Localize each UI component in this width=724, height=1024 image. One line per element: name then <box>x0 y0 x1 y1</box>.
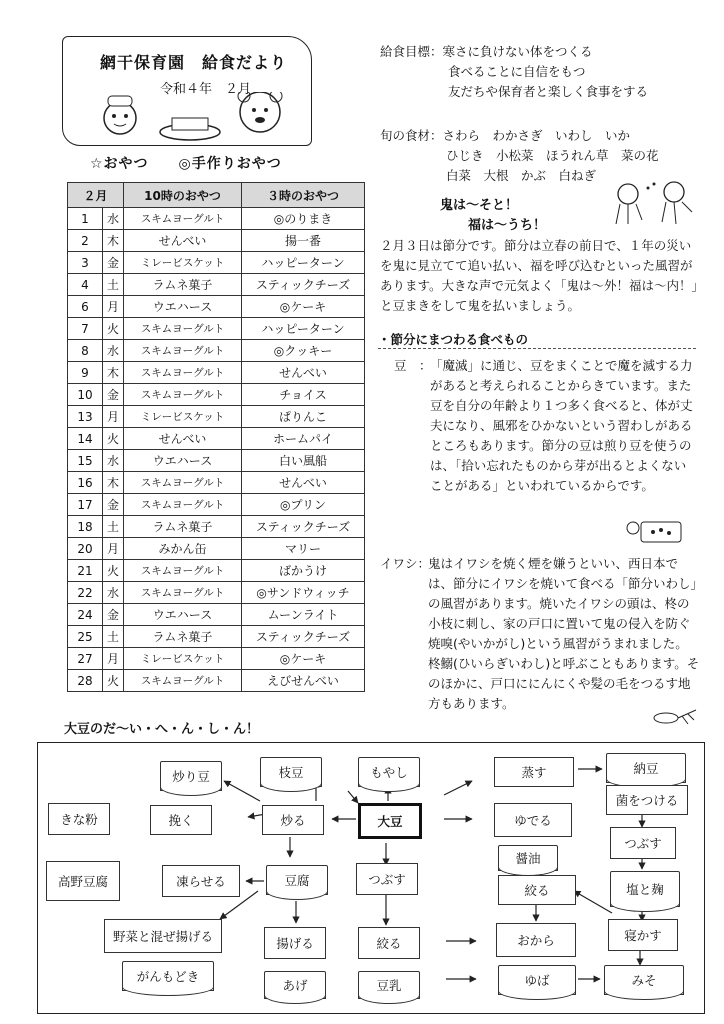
am-snack-cell: ミレービスケット <box>124 406 242 428</box>
flow-tofu: 豆腐 <box>266 865 328 895</box>
goal-line-1: 給食目標：寒さに負けない体をつくる <box>380 44 593 59</box>
weekday-cell: 水 <box>103 208 124 230</box>
table-row <box>68 274 365 296</box>
flow-shiokoji: 塩と麹 <box>610 871 680 907</box>
pm-snack-cell: ◎サンドウィッチ <box>242 582 365 604</box>
iwashi-text: 鬼はイワシを焼く煙を嫌うといい、西日本では、節分にイワシを焼いて食べる「節分いわし」の風習があります。焼いたイワシの頭は、柊の小枝に刺し、家の戸口に置いて鬼の侵入を防ぐ焼嗅(やいかがし)という風習がうまれました。柊鰯(ひいらぎいわし)と呼ぶこともあります。そのほかに、戸口ににんにくや髪の毛をつるす地方もあります。 <box>428 556 700 711</box>
am-snack-cell: スキムヨーグルト <box>124 362 242 384</box>
day-cell: 4 <box>68 274 103 296</box>
table-header-row <box>68 183 365 208</box>
am-snack-cell: ウエハース <box>124 450 242 472</box>
flow-kin: 菌をつける <box>606 785 688 815</box>
weekday-cell: 水 <box>103 340 124 362</box>
hiiragi-iwashi-illustration <box>652 706 698 730</box>
flow-yuba: ゆば <box>498 965 576 995</box>
flow-daizu: 大豆 <box>358 803 422 839</box>
flow-shoyu: 醤油 <box>498 845 558 871</box>
flow-yuderu: ゆでる <box>494 803 572 837</box>
pm-snack-cell: ばかうけ <box>242 560 365 582</box>
pm-snack-cell: マリー <box>242 538 365 560</box>
bean-box-illustration <box>625 514 685 546</box>
weekday-cell: 月 <box>103 296 124 318</box>
flow-irimame: 炒り豆 <box>160 761 222 791</box>
am-snack-cell: スキムヨーグルト <box>124 384 242 406</box>
pm-snack-cell: せんべい <box>242 472 365 494</box>
goal-line-2: 食べることに自信をもつ <box>448 64 586 79</box>
table-row <box>68 428 365 450</box>
table-row <box>68 230 365 252</box>
table-row <box>68 472 365 494</box>
day-cell: 24 <box>68 604 103 626</box>
mame-label: 豆 ： <box>394 358 432 373</box>
flow-shiboru-2: 絞る <box>498 875 576 905</box>
table-row <box>68 450 365 472</box>
newsletter-date: 令和４年 ２月 <box>160 82 252 97</box>
flow-moyashi: もやし <box>358 757 420 787</box>
pm-snack-cell: 白い風船 <box>242 450 365 472</box>
weekday-cell: 木 <box>103 230 124 252</box>
pm-snack-cell: ◎ケーキ <box>242 296 365 318</box>
weekday-cell: 火 <box>103 670 124 692</box>
day-cell: 28 <box>68 670 103 692</box>
table-row <box>68 582 365 604</box>
day-cell: 20 <box>68 538 103 560</box>
flow-edamame: 枝豆 <box>260 757 322 787</box>
day-cell: 9 <box>68 362 103 384</box>
am-snack-cell: スキムヨーグルト <box>124 208 242 230</box>
table-row <box>68 406 365 428</box>
weekday-cell: 月 <box>103 538 124 560</box>
flow-age: あげ <box>264 971 326 999</box>
am-snack-cell: ウエハース <box>124 604 242 626</box>
flow-hiku: 挽く <box>150 805 212 835</box>
day-cell: 22 <box>68 582 103 604</box>
weekday-cell: 水 <box>103 450 124 472</box>
pm-snack-cell: スティックチーズ <box>242 274 365 296</box>
daizu-heading: 大豆のだ～い・へ・ん・し・ん！ <box>64 722 260 737</box>
goal-line-3: 友だちや保育者と楽しく食事をする <box>448 84 649 99</box>
pm-snack-cell: スティックチーズ <box>242 626 365 648</box>
weekday-cell: 土 <box>103 516 124 538</box>
flow-kinako: きな粉 <box>48 803 110 835</box>
iwashi-label: イワシ： <box>380 556 431 571</box>
table-row <box>68 626 365 648</box>
oni-chant-1: 鬼は～そと！ <box>440 198 519 213</box>
table-row <box>68 362 365 384</box>
day-cell: 8 <box>68 340 103 362</box>
newsletter-title: 網干保育園 給食だより <box>100 53 288 72</box>
table-row <box>68 670 365 692</box>
pm-snack-cell: チョイス <box>242 384 365 406</box>
flow-tsubusu-2: つぶす <box>610 827 676 859</box>
seasonal-line-3: 白菜 大根 かぶ 白ねぎ <box>446 168 597 183</box>
table-row <box>68 516 365 538</box>
am-snack-cell: スキムヨーグルト <box>124 582 242 604</box>
weekday-cell: 金 <box>103 604 124 626</box>
table-row <box>68 208 365 230</box>
weekday-cell: 木 <box>103 472 124 494</box>
pm-snack-cell: ◎プリン <box>242 494 365 516</box>
pm-snack-cell: ハッピーターン <box>242 252 365 274</box>
cooking-mascot-illustration <box>80 92 300 144</box>
header-3pm: ３時のおやつ <box>242 183 365 208</box>
day-cell: 16 <box>68 472 103 494</box>
pm-snack-cell: ホームパイ <box>242 428 365 450</box>
pm-snack-cell: ムーンライト <box>242 604 365 626</box>
table-body <box>68 208 365 692</box>
am-snack-cell: スキムヨーグルト <box>124 472 242 494</box>
pm-snack-cell: えびせんべい <box>242 670 365 692</box>
weekday-cell: 火 <box>103 318 124 340</box>
day-cell: 3 <box>68 252 103 274</box>
am-snack-cell: スキムヨーグルト <box>124 560 242 582</box>
table-row <box>68 604 365 626</box>
section-divider <box>378 348 696 349</box>
am-snack-cell: ラムネ菓子 <box>124 626 242 648</box>
table-row <box>68 252 365 274</box>
weekday-cell: 土 <box>103 626 124 648</box>
pm-snack-cell: ぱりんこ <box>242 406 365 428</box>
table-row <box>68 318 365 340</box>
weekday-cell: 月 <box>103 648 124 670</box>
am-snack-cell: せんべい <box>124 428 242 450</box>
pm-snack-cell: ◎のりまき <box>242 208 365 230</box>
weekday-cell: 火 <box>103 560 124 582</box>
day-cell: 14 <box>68 428 103 450</box>
am-snack-cell: ミレービスケット <box>124 252 242 274</box>
am-snack-cell: せんべい <box>124 230 242 252</box>
weekday-cell: 土 <box>103 274 124 296</box>
am-snack-cell: みかん缶 <box>124 538 242 560</box>
flow-ganmodoki: がんもどき <box>122 961 214 991</box>
pm-snack-cell: ◎クッキー <box>242 340 365 362</box>
pm-snack-cell: 揚一番 <box>242 230 365 252</box>
children-bean-throwing-illustration <box>608 180 698 228</box>
seasonal-line-2: ひじき 小松菜 ほうれん草 菜の花 <box>446 148 659 163</box>
day-cell: 7 <box>68 318 103 340</box>
flow-okara: おから <box>496 923 576 957</box>
pm-snack-cell: ハッピーターン <box>242 318 365 340</box>
day-cell: 6 <box>68 296 103 318</box>
flow-ageru: 揚げる <box>264 927 326 959</box>
day-cell: 15 <box>68 450 103 472</box>
flow-miso: みそ <box>604 965 684 995</box>
flow-tsubusu-1: つぶす <box>356 863 418 895</box>
table-row <box>68 340 365 362</box>
day-cell: 25 <box>68 626 103 648</box>
day-cell: 2 <box>68 230 103 252</box>
weekday-cell: 金 <box>103 384 124 406</box>
am-snack-cell: ミレービスケット <box>124 648 242 670</box>
oni-chant-2: 福は～うち！ <box>468 218 547 233</box>
am-snack-cell: スキムヨーグルト <box>124 494 242 516</box>
day-cell: 18 <box>68 516 103 538</box>
weekday-cell: 月 <box>103 406 124 428</box>
day-cell: 10 <box>68 384 103 406</box>
day-cell: 1 <box>68 208 103 230</box>
day-cell: 17 <box>68 494 103 516</box>
am-snack-cell: スキムヨーグルト <box>124 340 242 362</box>
flow-natto: 納豆 <box>606 753 686 783</box>
am-snack-cell: スキムヨーグルト <box>124 670 242 692</box>
day-cell: 21 <box>68 560 103 582</box>
am-snack-cell: スキムヨーグルト <box>124 318 242 340</box>
flow-shiboru-1: 絞る <box>358 927 420 959</box>
table-row <box>68 648 365 670</box>
am-snack-cell: ウエハース <box>124 296 242 318</box>
weekday-cell: 火 <box>103 428 124 450</box>
snack-menu-table <box>67 182 365 692</box>
seasonal-line-1: 旬の食材：さわら わかさぎ いわし いか <box>380 128 631 143</box>
header-10am: 10時のおやつ <box>124 183 242 208</box>
weekday-cell: 金 <box>103 494 124 516</box>
table-row <box>68 560 365 582</box>
section-title: ・節分にまつわる食べもの <box>378 332 529 347</box>
flow-nekasu: 寝かす <box>608 919 678 951</box>
header-month: ２月 <box>68 183 124 208</box>
pm-snack-cell: ◎ケーキ <box>242 648 365 670</box>
am-snack-cell: ラムネ菓子 <box>124 516 242 538</box>
weekday-cell: 木 <box>103 362 124 384</box>
flow-yasai: 野菜と混ぜ揚げる <box>104 919 222 953</box>
weekday-cell: 水 <box>103 582 124 604</box>
flow-koraseru: 凍らせる <box>162 865 240 897</box>
table-row <box>68 538 365 560</box>
flow-iru: 炒る <box>262 805 324 835</box>
setsubun-paragraph: ２月３日は節分です。節分は立春の前日で、１年の災いを鬼に見立てて追い払い、福を呼び込むといった風習があります。大きな声で元気よく「鬼は～外！福は～内！」と豆まきをして鬼を払いましょう。 <box>380 238 698 313</box>
mame-text: 「魔滅」に通じ、豆をまくことで魔を滅する力があると考えられることからきています。また豆を自分の年齢より１つ多く食べると、体が丈夫になり、風邪をひかないという習わしがあるところもあります。節分の豆は煎り豆を使うのは、「拾い忘れたものから芽が出るとよくないことがある」といわれているからです。 <box>430 358 693 493</box>
soybean-flowchart <box>37 742 705 1014</box>
flow-musu: 蒸す <box>494 757 574 787</box>
flow-tonyu: 豆乳 <box>358 971 420 999</box>
table-row <box>68 296 365 318</box>
pm-snack-cell: スティックチーズ <box>242 516 365 538</box>
day-cell: 13 <box>68 406 103 428</box>
pm-snack-cell: せんべい <box>242 362 365 384</box>
flow-kooridofu: 高野豆腐 <box>46 861 120 901</box>
table-row <box>68 384 365 406</box>
table-row <box>68 494 365 516</box>
day-cell: 27 <box>68 648 103 670</box>
snack-legend: ☆おやつ ◎手作りおやつ <box>90 156 282 172</box>
am-snack-cell: ラムネ菓子 <box>124 274 242 296</box>
weekday-cell: 金 <box>103 252 124 274</box>
